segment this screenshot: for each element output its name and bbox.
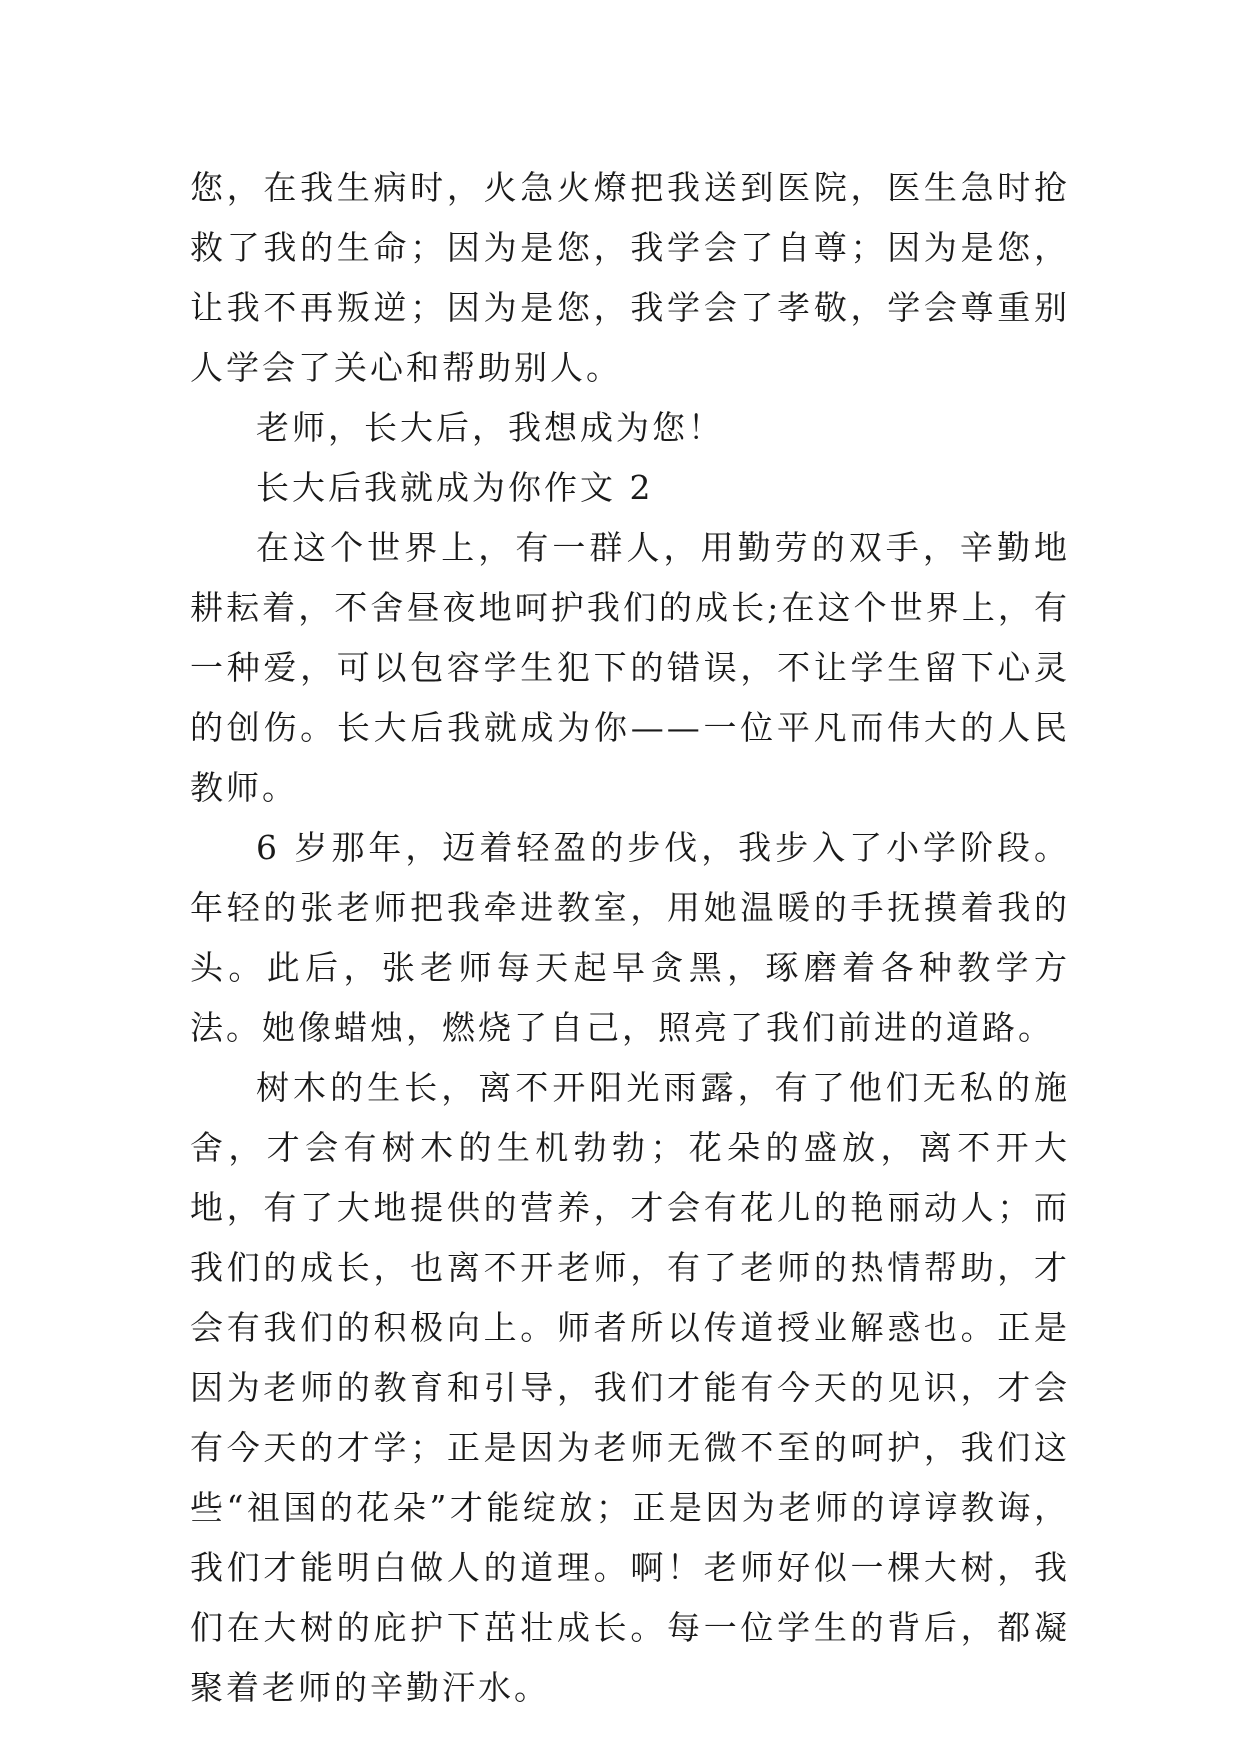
paragraph-closing-line: 老师，长大后，我想成为您！ (256, 408, 724, 447)
paragraph-intro: 在这个世界上，有一群人，用勤劳的双手，辛勤地耕耘着，不舍昼夜地呵护我们的成长;在这个世界上，有一种爱，可以包容学生犯下的错误，不让学生留下心灵的创伤。长大后我就成为你——一位平凡而伟大的人民教师。 (190, 528, 1070, 807)
essay-heading: 长大后我就成为你作文 2 (256, 468, 654, 507)
paragraph-continuation: 您，在我生病时，火急火燎把我送到医院，医生急时抢救了我的生命；因为是您，我学会了自尊；因为是您，让我不再叛逆；因为是您，我学会了孝敬，学会尊重别人学会了关心和帮助别人。 (190, 168, 1070, 387)
paragraph-memory: 6 岁那年，迈着轻盈的步伐，我步入了小学阶段。年轻的张老师把我牵进教室，用她温暖的手抚摸着我的头。此后，张老师每天起早贪黑，琢磨着各种教学方法。她像蜡烛，燃烧了自己，照亮了我们前进的道路。 (190, 828, 1070, 1047)
essay-body (190, 158, 1070, 1718)
paragraph-reflection: 树木的生长，离不开阳光雨露，有了他们无私的施舍，才会有树木的生机勃勃；花朵的盛放，离不开大地，有了大地提供的营养，才会有花儿的艳丽动人；而我们的成长，也离不开老师，有了老师的热情帮助，才会有我们的积极向上。师者所以传道授业解惑也。正是因为老师的教育和引导，我们才能有今天的见识，才会有今天的才学；正是因为老师无微不至的呵护，我们这些“祖国的花朵”才能绽放；正是因为老师的谆谆教诲，我们才能明白做人的道理。啊！老师好似一棵大树，我们在大树的庇护下茁壮成长。每一位学生的背后，都凝聚着老师的辛勤汗水。 (190, 1068, 1070, 1707)
